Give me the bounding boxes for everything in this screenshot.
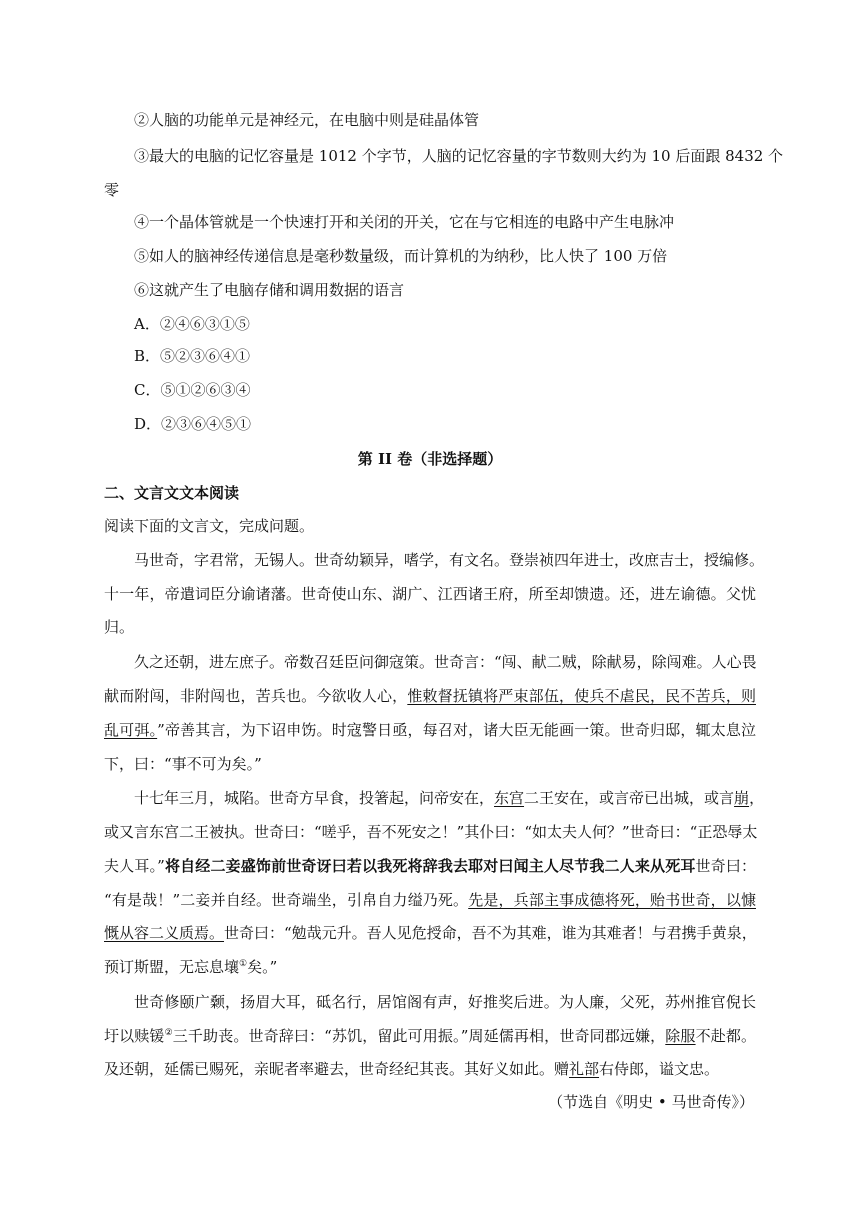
option-4: ④一个晶体管就是一个快速打开和关闭的开关，它在与它相连的电路中产生电脉冲 <box>134 213 675 231</box>
underlined-sentence: 惟敕督抚镇将严束部伍，使兵不虐民，民不苦兵，则 <box>407 687 756 705</box>
paragraph-3-text: 十七年三月，城陷。世奇方早食，投箸起，问帝安在， <box>134 789 495 807</box>
underlined-sentence-end: 慨从容二义质焉。 <box>104 924 225 942</box>
option-2: ②人脑的功能单元是神经元，在电脑中则是硅晶体管 <box>134 111 480 129</box>
section-title: 第 II 卷（非选择题） <box>357 450 503 468</box>
paragraph-4-text: 及还朝，延儒已赐死，亲昵者率避去，世奇经纪其丧。其好义如此。赠 <box>104 1060 570 1078</box>
choice-a: A．②④⑥③①⑤ <box>134 315 250 333</box>
part-heading: 二、文言文文本阅读 <box>104 484 240 502</box>
paragraph-3-line3 <box>104 856 756 876</box>
paragraph-3-line4 <box>104 890 756 910</box>
paragraph-4-text: 圩以赎锾 <box>104 1027 165 1045</box>
paragraph-4-text: 三千助丧。世奇辞曰：“苏饥，留此可用振。”周延儒再相，世奇同郡远嫌， <box>172 1027 666 1045</box>
paragraph-2-line2 <box>104 686 756 706</box>
paragraph-4-line2 <box>104 1026 756 1046</box>
paragraph-3-text: 矣。” <box>247 958 278 976</box>
option-5: ⑤如人的脑神经传递信息是毫秒数量级，而计算机的为纳秒，比人快了 100 万倍 <box>134 247 668 265</box>
paragraph-3-line5 <box>104 923 756 943</box>
paragraph-4-line3 <box>104 1059 719 1079</box>
paragraph-1-line2: 十一年，帝遣词臣分谕诸藩。世奇使山东、湖广、江西诸王府，所至却馈遗。还，进左谕德。父忧 <box>104 585 756 603</box>
underlined-word-beng: 崩 <box>734 789 750 807</box>
paragraph-2-text: 献而附闯，非附闯也，苦兵也。今欲收人心， <box>104 687 408 705</box>
underlined-word-donggong: 东宫 <box>494 789 525 807</box>
footnote-marker-2: ② <box>164 1028 173 1038</box>
underlined-word-chufu: 除服 <box>665 1027 696 1045</box>
source-citation: （节选自《明史 • 马世奇传》） <box>548 1093 754 1111</box>
paragraph-4-text: 右侍郎，谥文忠。 <box>599 1060 720 1078</box>
choice-c: C．⑤①②⑥③④ <box>134 381 251 399</box>
paragraph-3-text: 二王安在，或言帝已出城，或言 <box>524 789 735 807</box>
option-6: ⑥这就产生了电脑存储和调用数据的语言 <box>134 281 405 299</box>
footnote-marker-1: ① <box>239 959 248 969</box>
option-3-line1: ③最大的电脑的记忆容量是 1012 个字节，人脑的记忆容量的字节数则大约为 10 后面跟 8432 个 <box>134 147 784 165</box>
paragraph-3-text: 夫人耳。” <box>104 857 165 875</box>
choice-d: D．②③⑥④⑤① <box>134 415 252 433</box>
paragraph-2-text: ”帝善其言，为下诏申饬。时寇警日亟，每召对，诸大臣无能画一策。世奇归邸，辄太息泣 <box>157 721 756 739</box>
underlined-word-libu: 礼部 <box>569 1060 600 1078</box>
paragraph-3-text: 世奇曰：“勉哉元升。吾人见危授命，吾不为其难，谁为其难者！与君携手黄泉， <box>224 924 757 942</box>
paragraph-2-line3 <box>104 720 756 740</box>
choice-b: B．⑤②③⑥④① <box>134 347 251 365</box>
paragraph-1-line3: 归。 <box>104 618 135 636</box>
paragraph-2-line1: 久之还朝，进左庶子。帝数召廷臣问御寇策。世奇言：“闯、献二贼，除献易，除闯难。人心畏 <box>134 653 757 671</box>
paragraph-3-text: 世奇曰： <box>695 857 756 875</box>
paragraph-3-line2: 或又言东宫二王被执。世奇曰：“嗟乎，吾不死安之！”其仆曰：“如太夫人何？”世奇曰：“正恐辱太 <box>104 823 758 841</box>
underlined-sentence-end: 乱可弭。 <box>104 721 158 739</box>
bold-unpunctuated-sentence: 将自经二妾盛饰前世奇讶曰若以我死将辞我去耶对曰闻主人尽节我二人来从死耳 <box>164 857 696 875</box>
instruction: 阅读下面的文言文，完成问题。 <box>104 517 315 535</box>
paragraph-2-line4: 下，曰：“事不可为矣。” <box>104 755 262 773</box>
paragraph-3-text: ， <box>749 789 765 807</box>
paragraph-4-text: 不赴都。 <box>695 1027 756 1045</box>
paragraph-4-line1: 世奇修颐广颡，扬眉大耳，砥名行，居馆阁有声，好推奖后进。为人廉，父死，苏州推官倪长 <box>134 993 756 1011</box>
option-3-line2: 零 <box>104 181 120 199</box>
paragraph-3-text: 预订斯盟，无忘息壤 <box>104 958 240 976</box>
paragraph-1-line1: 马世奇，字君常，无锡人。世奇幼颖异，嗜学，有文名。登崇祯四年进士，改庶吉士，授编修。 <box>134 551 765 569</box>
paragraph-3-line1 <box>134 788 765 808</box>
paragraph-3-text: “有是哉！”二妾并自经。世奇端坐，引帛自力缢乃死。 <box>104 891 469 909</box>
underlined-sentence: 先是，兵部主事成德将死，贻书世奇，以慷 <box>468 891 756 909</box>
paragraph-3-line6 <box>104 957 277 977</box>
